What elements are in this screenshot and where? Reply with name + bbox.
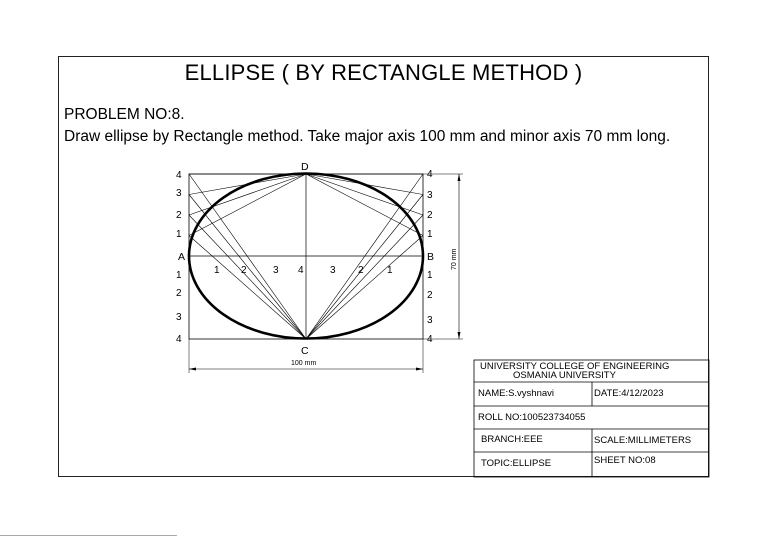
title-block-university: OSMANIA UNIVERSITY — [513, 370, 616, 381]
left-division-label: 1 — [176, 229, 182, 240]
right-division-label: 4 — [427, 334, 433, 345]
axis-division-label: 1 — [387, 265, 393, 276]
construction-ray — [306, 174, 423, 339]
point-label-a: A — [178, 251, 186, 263]
construction-ray — [189, 236, 306, 340]
left-division-label: 4 — [176, 170, 182, 181]
major-axis-dimension: 100 mm — [291, 360, 317, 367]
left-division-label: 2 — [176, 288, 182, 299]
right-division-label: 2 — [427, 210, 433, 221]
axis-division-label: 2 — [241, 265, 247, 276]
problem-statement: Draw ellipse by Rectangle method. Take major axis 100 mm and minor axis 70 mm long. — [64, 128, 671, 145]
axis-division-labels — [214, 265, 393, 276]
construction-ray — [189, 174, 306, 339]
construction-ray — [306, 236, 423, 340]
construction-ray — [306, 195, 423, 340]
title-block-institution: UNIVERSITY COLLEGE OF ENGINEERING — [480, 361, 670, 372]
construction-geometry — [189, 174, 463, 374]
right-division-label: 1 — [427, 270, 433, 281]
title-block-scale: SCALE:MILLIMETERS — [594, 435, 692, 446]
construction-ray — [189, 215, 306, 339]
left-division-label: 4 — [176, 334, 182, 345]
axis-division-label: 2 — [358, 265, 364, 276]
construction-ray — [306, 215, 423, 339]
axis-division-label: 3 — [273, 265, 279, 276]
title-block-topic: TOPIC:ELLIPSE — [481, 458, 552, 469]
drawing-title: ELLIPSE ( BY RECTANGLE METHOD ) — [184, 60, 583, 85]
title-block-name: NAME:S.vyshnavi — [478, 388, 555, 399]
axis-division-label: 4 — [298, 265, 304, 276]
title-block-sheet-no: SHEET NO:08 — [594, 455, 656, 466]
axis-division-label: 1 — [214, 265, 220, 276]
construction-ray — [189, 195, 306, 340]
title-block-date: DATE:4/12/2023 — [594, 388, 664, 399]
left-division-label: 3 — [176, 188, 182, 199]
arrow-minor-bottom — [458, 332, 461, 339]
arrow-major-right — [416, 368, 423, 371]
point-label-d: D — [301, 161, 309, 173]
left-division-label: 3 — [176, 312, 182, 323]
right-division-label: 4 — [427, 169, 433, 180]
left-division-label: 2 — [176, 210, 182, 221]
right-division-label: 3 — [427, 190, 433, 201]
right-division-label: 2 — [427, 290, 433, 301]
point-label-b: B — [427, 251, 435, 263]
axis-division-label: 3 — [330, 265, 336, 276]
minor-axis-dimension: 70 mm — [451, 248, 458, 270]
left-division-label: 1 — [176, 270, 182, 281]
arrow-major-left — [189, 368, 196, 371]
title-block-roll-no: ROLL NO:100523734055 — [478, 412, 586, 423]
point-label-c: C — [301, 345, 309, 357]
construction-ray — [306, 174, 423, 215]
problem-number: PROBLEM NO:8. — [64, 106, 185, 123]
page-footer-rule — [0, 535, 177, 536]
arrow-minor-top — [458, 174, 461, 181]
right-division-label: 1 — [427, 229, 433, 240]
right-division-label: 3 — [427, 315, 433, 326]
construction-ray — [189, 174, 306, 215]
title-block-branch: BRANCH:EEE — [481, 434, 543, 445]
